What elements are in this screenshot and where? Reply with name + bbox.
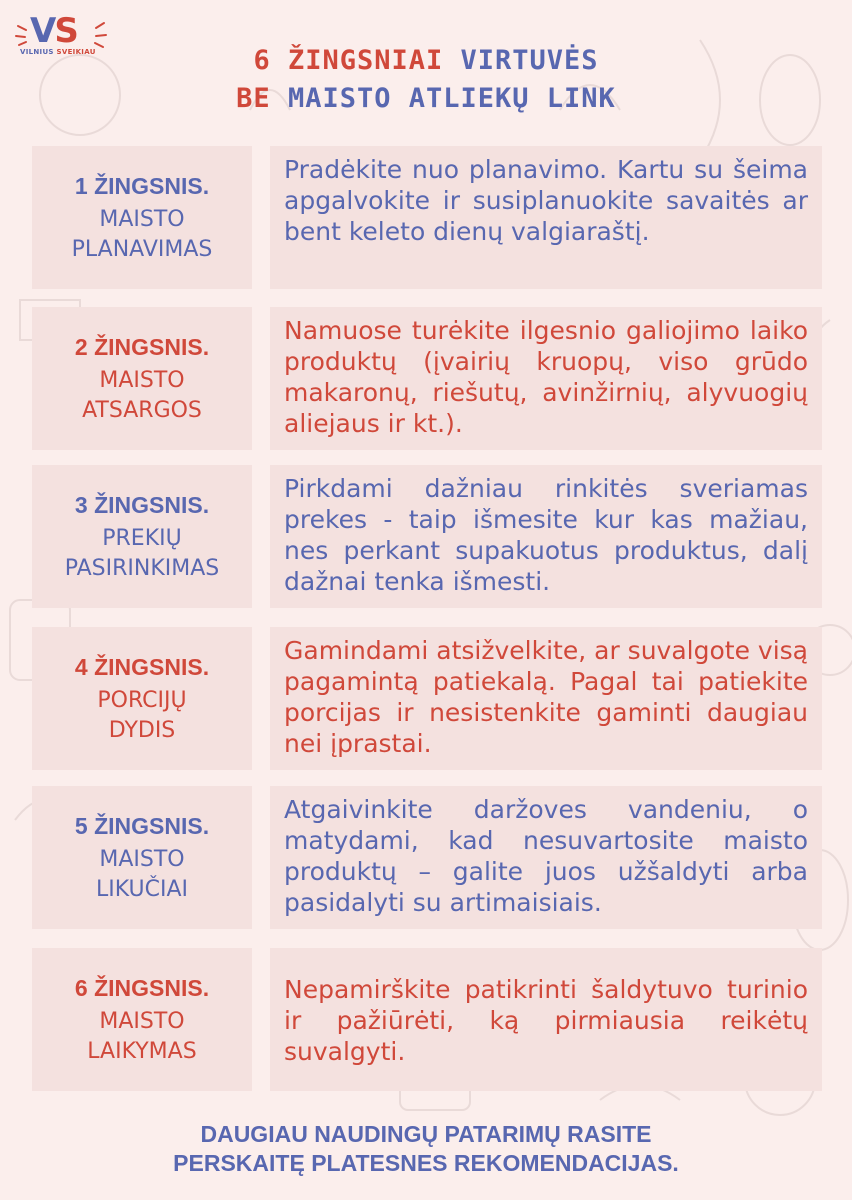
step-text: Pradėkite nuo planavimo. Kartu su šeima apgalvokite ir susiplanuokite savaitės ar bent keleto dienų valgiaraštį. [270, 146, 822, 289]
step-text: Atgaivinkite daržoves vandeniu, o matydami, kad nesuvartosite maisto produktų – galite juos užšaldyti arba pasidalyti su artimaisiais. [270, 786, 822, 929]
step-name: MAISTO PLANAVIMAS [71, 206, 213, 262]
step-row [32, 307, 822, 450]
step-label-box [32, 786, 252, 929]
step-text: Nepamirškite patikrinti šaldytuvo turinio ir pažiūrėti, ką pirmiausia reikėtų suvalgyti. [270, 948, 822, 1091]
step-label-box [32, 307, 252, 450]
step-number: 4 ŽINGSNIS. [74, 653, 210, 680]
logo-subtitle-a: VILNIUS [20, 48, 54, 56]
title-line1-part1: 6 ŽINGSNIAI [253, 45, 444, 76]
logo-mark-v: V [30, 11, 55, 51]
step-row [32, 948, 822, 1091]
step-row [32, 786, 822, 929]
step-label-box [32, 627, 252, 770]
title-line1-part2: VIRTUVĖS [460, 45, 599, 76]
footer-line-2: PERSKAITĘ PLATESNES REKOMENDACIJAS. [173, 1150, 679, 1176]
title-line-2 [0, 80, 852, 118]
page-title [0, 42, 852, 118]
step-number: 3 ŽINGSNIS. [74, 491, 210, 518]
logo-subtitle-b: SVEIKIAU [56, 48, 96, 56]
footer-line-1: DAUGIAU NAUDINGŲ PATARIMŲ RASITE [200, 1121, 652, 1147]
step-number: 6 ŽINGSNIS. [74, 974, 210, 1001]
step-name: PREKIŲ PASIRINKIMAS [64, 525, 220, 581]
step-text: Gamindami atsižvelkite, ar suvalgote visą pagamintą patiekalą. Pagal tai patiekite porcijas ir nesistenkite gaminti daugiau nei įprastai. [270, 627, 822, 770]
step-row [32, 465, 822, 608]
title-line-1 [0, 42, 852, 80]
step-number: 5 ŽINGSNIS. [74, 812, 210, 839]
step-label-box [32, 465, 252, 608]
step-name: PORCIJŲ DYDIS [97, 687, 187, 743]
title-line2-part2: MAISTO ATLIEKŲ LINK [287, 83, 616, 114]
step-label-box [32, 948, 252, 1091]
logo-mark-s: S [54, 11, 77, 51]
step-row [32, 146, 822, 289]
step-number: 2 ŽINGSNIS. [74, 333, 210, 360]
step-name: MAISTO ATSARGOS [82, 367, 202, 423]
title-line2-part1: BE [236, 83, 271, 114]
step-row [32, 627, 822, 770]
step-text: Pirkdami dažniau rinkitės sveriamas prekes - taip išmesite kur kas mažiau, nes perkant supakuotus produktus, dalį dažnai tenka išmesti. [270, 465, 822, 608]
step-text: Namuose turėkite ilgesnio galiojimo laiko produktų (įvairių kruopų, viso grūdo makaronų, riešutų, avinžirnių, alyvuogių aliejaus ir kt.). [270, 307, 822, 450]
footer-note [0, 1120, 852, 1178]
step-name: MAISTO LIKUČIAI [95, 846, 189, 902]
step-name: MAISTO LAIKYMAS [87, 1008, 197, 1064]
step-label-box [32, 146, 252, 289]
step-number: 1 ŽINGSNIS. [74, 172, 210, 199]
